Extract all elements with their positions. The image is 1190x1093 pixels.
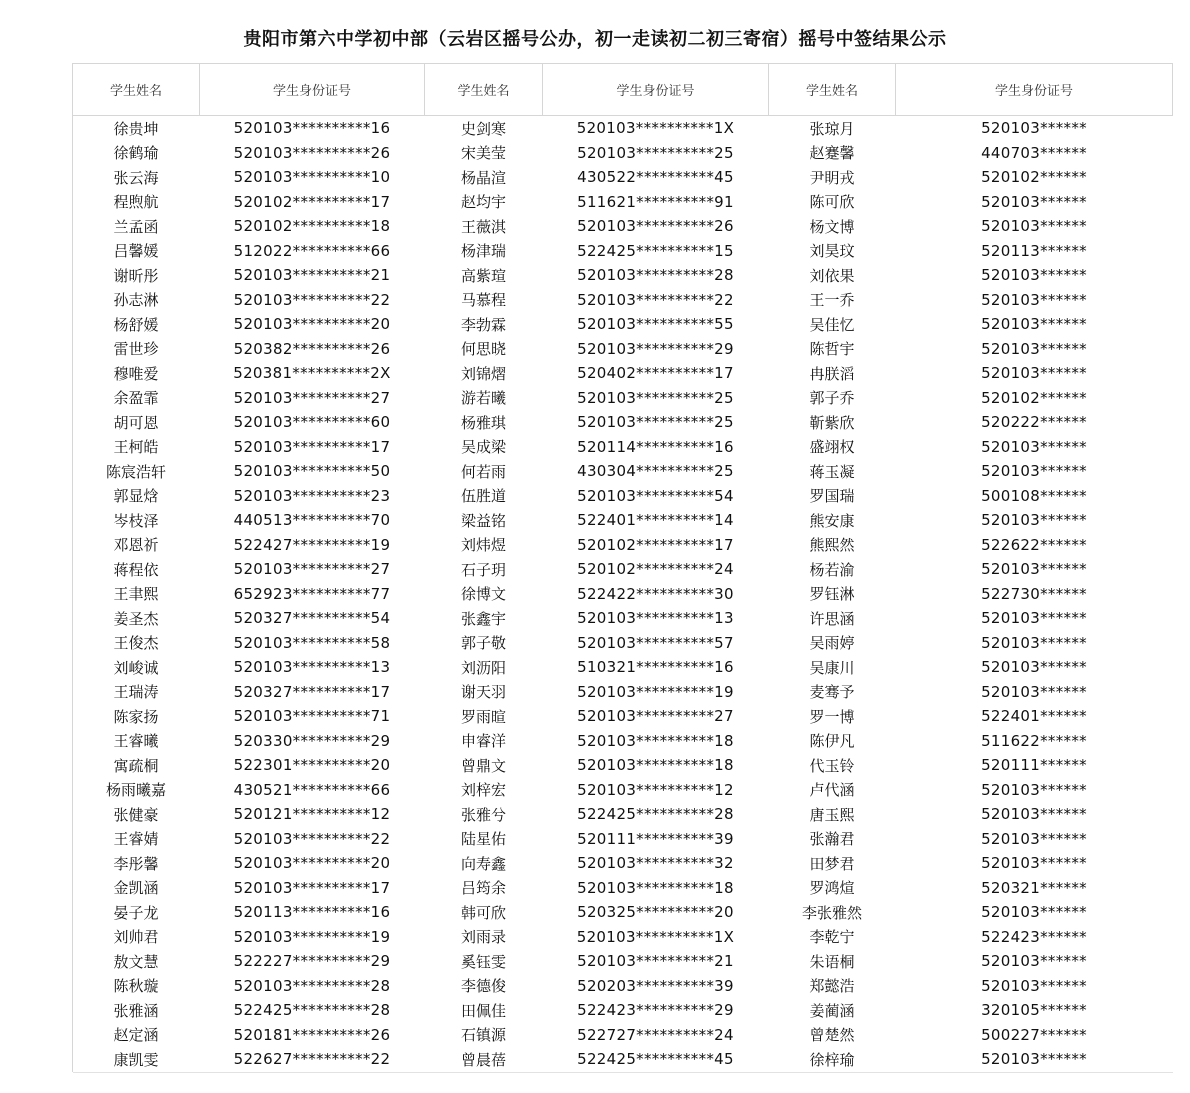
- student-id-cell: 520103**********18: [577, 756, 734, 775]
- student-id-cell: 522425**********45: [543, 1047, 769, 1072]
- student-id-cell: 522622******: [981, 535, 1087, 554]
- student-id-cell: 430522**********45: [577, 168, 734, 187]
- student-id-cell: 520325**********20: [577, 903, 734, 922]
- student-name-cell: 吕馨媛: [113, 242, 159, 261]
- student-name-cell: 张鑫宇: [460, 609, 506, 628]
- student-id-cell: 520381**********2X: [233, 364, 391, 383]
- student-name-cell: 吴康川: [809, 658, 855, 677]
- student-id-cell: 522425**********28: [577, 805, 734, 824]
- table-row: [73, 435, 1173, 460]
- student-name-cell: 赵定涵: [113, 1026, 159, 1045]
- student-name-cell: 马慕程: [460, 291, 506, 310]
- student-id-cell: 520103**********28: [577, 266, 734, 285]
- table-row: [73, 165, 1173, 190]
- student-id-cell: 522425**********28: [233, 1001, 391, 1020]
- student-id-cell: 500108******: [981, 486, 1087, 505]
- student-name-cell: 李张雅然: [801, 903, 862, 922]
- student-name-cell: 唐玉熙: [809, 805, 855, 824]
- student-name-cell: 陈伊凡: [809, 732, 855, 751]
- student-id-cell: 520103**********27: [577, 707, 734, 726]
- student-id-cell: 522427**********19: [233, 535, 391, 554]
- student-id-cell: 520114**********16: [577, 437, 734, 456]
- student-name-cell: 姜蔺涵: [809, 1001, 855, 1020]
- table-row: [73, 337, 1173, 362]
- student-name-cell: 郭显焓: [113, 487, 159, 506]
- student-name-cell: 陆星佑: [460, 830, 506, 849]
- table-row: [73, 459, 1173, 484]
- student-name-cell: 熊安康: [809, 511, 855, 530]
- student-id-cell: 520103**********50: [233, 462, 391, 481]
- student-id-cell: 522425**********15: [577, 241, 734, 260]
- student-id-cell: 520103**********20: [233, 315, 391, 334]
- student-id-cell: 522422**********30: [577, 584, 734, 603]
- student-name-cell: 代玉铃: [809, 756, 855, 775]
- student-name-cell: 罗钰淋: [809, 585, 855, 604]
- student-id-cell: 520103******: [981, 290, 1087, 309]
- student-name-cell: 杨若渝: [809, 560, 855, 579]
- student-name-cell: 蒋程依: [113, 560, 159, 579]
- student-id-cell: 520103******: [981, 511, 1087, 530]
- student-name-cell: 陈家扬: [113, 707, 159, 726]
- student-id-cell: 520103**********17: [233, 437, 391, 456]
- student-name-cell: 吴佳忆: [809, 315, 855, 334]
- student-name-cell: 陈可欣: [809, 193, 855, 212]
- student-id-cell: 520103******: [981, 805, 1087, 824]
- student-name-cell: 杨舒媛: [113, 315, 159, 334]
- student-name-cell: 徐贵坤: [113, 119, 159, 138]
- student-name-cell: 冉朕滔: [809, 364, 855, 383]
- student-name-cell: 郭子乔: [809, 389, 855, 408]
- table-row: [73, 116, 1173, 141]
- table-row: [73, 802, 1173, 827]
- student-id-cell: 520103******: [981, 364, 1087, 383]
- student-id-cell: 520103******: [981, 119, 1087, 138]
- student-id-cell: 522401******: [981, 707, 1087, 726]
- student-id-cell: 520103**********60: [233, 413, 391, 432]
- student-name-cell: 杨晶渲: [460, 168, 506, 187]
- student-name-cell: 姜圣杰: [113, 609, 159, 628]
- student-name-cell: 金凯涵: [113, 879, 159, 898]
- student-name-cell: 郭子敬: [460, 634, 506, 653]
- student-id-cell: 511621**********91: [577, 192, 734, 211]
- table-body: [73, 116, 1173, 1073]
- student-name-cell: 陈秋璇: [113, 977, 159, 996]
- student-id-cell: 430521**********66: [233, 780, 391, 799]
- student-id-cell: 520103**********54: [577, 486, 734, 505]
- student-name-cell: 刘梓宏: [460, 781, 506, 800]
- table-row: [73, 214, 1173, 239]
- table-row: [73, 851, 1173, 876]
- table-row: [73, 876, 1173, 901]
- student-id-cell: 520103**********10: [233, 168, 391, 187]
- student-id-cell: 520103******: [896, 1047, 1173, 1072]
- student-name-cell: 靳紫欣: [809, 413, 855, 432]
- student-name-cell: 吴雨婷: [809, 634, 855, 653]
- student-name-cell: 王柯皓: [113, 438, 159, 457]
- table-row: [73, 704, 1173, 729]
- student-id-cell: 520103**********71: [233, 707, 391, 726]
- student-name-cell: 朱语桐: [809, 952, 855, 971]
- student-id-cell: 520102**********17: [233, 192, 391, 211]
- table-row: [73, 1047, 1173, 1072]
- student-id-cell: 522727**********24: [577, 1025, 734, 1044]
- column-header-name-2: 学生姓名: [425, 64, 543, 116]
- table-row: [73, 900, 1173, 925]
- student-id-cell: 522301**********20: [233, 756, 391, 775]
- table-row: [73, 386, 1173, 411]
- student-id-cell: 440513**********70: [233, 511, 391, 530]
- student-name-cell: 石镇源: [460, 1026, 506, 1045]
- student-id-cell: 520103******: [981, 217, 1087, 236]
- student-id-cell: 522423**********29: [577, 1001, 734, 1020]
- student-name-cell: 邓恩祈: [113, 536, 159, 555]
- table-row: [73, 239, 1173, 264]
- student-id-cell: 520103**********16: [233, 119, 391, 138]
- student-id-cell: 522423******: [981, 927, 1087, 946]
- student-name-cell: 谢天羽: [460, 683, 506, 702]
- student-name-cell: 曾晨蓓: [425, 1047, 543, 1072]
- student-id-cell: 520103******: [981, 315, 1087, 334]
- student-id-cell: 520103**********1X: [576, 119, 735, 138]
- student-id-cell: 512022**********66: [233, 241, 391, 260]
- student-id-cell: 522730******: [981, 584, 1087, 603]
- table-row: [73, 974, 1173, 999]
- student-id-cell: 520103**********25: [577, 388, 734, 407]
- student-name-cell: 徐博文: [460, 585, 506, 604]
- student-name-cell: 陈哲宇: [809, 340, 855, 359]
- student-name-cell: 吴成梁: [460, 438, 506, 457]
- student-name-cell: 田梦君: [809, 854, 855, 873]
- student-name-cell: 宋美莹: [460, 144, 506, 163]
- student-name-cell: 雷世珍: [113, 340, 159, 359]
- student-name-cell: 刘依果: [809, 266, 855, 285]
- student-name-cell: 韩可欣: [460, 903, 506, 922]
- table-row: [73, 606, 1173, 631]
- student-id-cell: 520103**********13: [233, 658, 391, 677]
- student-id-cell: 520103******: [981, 339, 1087, 358]
- student-name-cell: 梁益铭: [460, 511, 506, 530]
- student-name-cell: 王一乔: [809, 291, 855, 310]
- student-name-cell: 赵蹇馨: [809, 144, 855, 163]
- student-name-cell: 晏子龙: [113, 903, 159, 922]
- student-name-cell: 徐鹤瑜: [113, 144, 159, 163]
- student-id-cell: 520103**********17: [233, 878, 391, 897]
- student-name-cell: 张云海: [113, 168, 159, 187]
- student-name-cell: 曾鼎文: [460, 756, 506, 775]
- student-name-cell: 王聿熙: [113, 585, 159, 604]
- student-id-cell: 522627**********22: [200, 1047, 425, 1072]
- student-name-cell: 杨雨曦嘉: [105, 781, 166, 800]
- student-id-cell: 511622******: [981, 731, 1087, 750]
- table-row: [73, 190, 1173, 215]
- student-name-cell: 张健豪: [113, 805, 159, 824]
- student-name-cell: 罗雨暄: [460, 707, 506, 726]
- student-id-cell: 520121**********12: [233, 805, 391, 824]
- student-id-cell: 520103**********26: [233, 143, 391, 162]
- table-row: [73, 557, 1173, 582]
- student-id-cell: 520327**********17: [233, 682, 391, 701]
- table-row: [73, 998, 1173, 1023]
- student-id-cell: 520103******: [981, 682, 1087, 701]
- student-name-cell: 穆唯爱: [113, 364, 159, 383]
- student-id-cell: 520103**********13: [577, 609, 734, 628]
- student-name-cell: 余盈霏: [113, 389, 159, 408]
- student-id-cell: 520103**********18: [577, 731, 734, 750]
- student-name-cell: 史剑寒: [460, 119, 506, 138]
- student-id-cell: 520103******: [981, 560, 1087, 579]
- student-id-cell: 520103******: [981, 780, 1087, 799]
- student-name-cell: 刘炜煜: [460, 536, 506, 555]
- student-id-cell: 520321******: [981, 878, 1087, 897]
- student-name-cell: 麦骞予: [809, 683, 855, 702]
- student-id-cell: 520102******: [981, 388, 1087, 407]
- student-name-cell: 田佩佳: [460, 1001, 506, 1020]
- student-id-cell: 520103******: [981, 976, 1087, 995]
- student-name-cell: 刘雨录: [460, 928, 506, 947]
- table-row: [73, 925, 1173, 950]
- student-name-cell: 高紫瑄: [460, 266, 506, 285]
- student-id-cell: 520102**********18: [233, 217, 391, 236]
- table-row: [73, 263, 1173, 288]
- student-id-cell: 520402**********17: [577, 364, 734, 383]
- student-name-cell: 许思涵: [809, 609, 855, 628]
- results-table: [72, 63, 1173, 1073]
- table-row: [73, 655, 1173, 680]
- student-id-cell: 520103******: [981, 829, 1087, 848]
- table-row: [73, 410, 1173, 435]
- student-id-cell: 520103******: [981, 266, 1087, 285]
- student-id-cell: 520102**********17: [577, 535, 734, 554]
- student-id-cell: 522227**********29: [233, 952, 391, 971]
- student-name-cell: 李勃霖: [460, 315, 506, 334]
- student-id-cell: 520103******: [981, 952, 1087, 971]
- student-id-cell: 520103******: [981, 658, 1087, 677]
- column-header-id-2: 学生身份证号: [543, 64, 769, 116]
- student-id-cell: 520103**********55: [577, 315, 734, 334]
- student-id-cell: 520103******: [981, 854, 1087, 873]
- student-id-cell: 520103**********29: [577, 339, 734, 358]
- student-name-cell: 申睿洋: [460, 732, 506, 751]
- table-row: [73, 949, 1173, 974]
- student-name-cell: 赵均宇: [460, 193, 506, 212]
- table-row: [73, 680, 1173, 705]
- student-id-cell: 520103******: [981, 462, 1087, 481]
- table-row: [73, 312, 1173, 337]
- student-name-cell: 兰孟函: [113, 217, 159, 236]
- student-id-cell: 500227******: [981, 1025, 1087, 1044]
- student-id-cell: 520330**********29: [233, 731, 391, 750]
- student-id-cell: 520203**********39: [577, 976, 734, 995]
- student-id-cell: 510321**********16: [577, 658, 734, 677]
- student-name-cell: 吕筠余: [460, 879, 506, 898]
- table-row: [73, 631, 1173, 656]
- student-name-cell: 奚钰雯: [460, 952, 506, 971]
- student-name-cell: 罗一博: [809, 707, 855, 726]
- student-name-cell: 寓疏桐: [113, 756, 159, 775]
- student-id-cell: 520103******: [981, 437, 1087, 456]
- student-name-cell: 谢昕彤: [113, 266, 159, 285]
- column-header-id-3: 学生身份证号: [896, 64, 1173, 116]
- table-row: [73, 288, 1173, 313]
- student-id-cell: 520103**********12: [577, 780, 734, 799]
- student-id-cell: 520111******: [981, 756, 1087, 775]
- student-name-cell: 徐梓瑜: [769, 1047, 896, 1072]
- student-id-cell: 522401**********14: [577, 511, 734, 530]
- student-name-cell: 王瑞涛: [113, 683, 159, 702]
- student-id-cell: 520113**********16: [233, 903, 391, 922]
- student-id-cell: 520103**********27: [233, 388, 391, 407]
- student-id-cell: 520103******: [981, 192, 1087, 211]
- student-id-cell: 430304**********25: [577, 462, 734, 481]
- student-name-cell: 杨雅琪: [460, 413, 506, 432]
- table-row: [73, 361, 1173, 386]
- table-row: [73, 484, 1173, 509]
- student-id-cell: 520103**********21: [233, 266, 391, 285]
- student-id-cell: 520113******: [981, 241, 1087, 260]
- student-name-cell: 尹眀戎: [809, 168, 855, 187]
- student-name-cell: 张雅兮: [460, 805, 506, 824]
- table-left-border: [72, 63, 73, 1072]
- student-id-cell: 520382**********26: [233, 339, 391, 358]
- student-name-cell: 罗国瑞: [809, 487, 855, 506]
- student-name-cell: 程煦航: [113, 193, 159, 212]
- student-name-cell: 胡可恩: [113, 413, 159, 432]
- student-name-cell: 李德俊: [460, 977, 506, 996]
- student-id-cell: 520103**********26: [577, 217, 734, 236]
- student-id-cell: 520103**********22: [233, 829, 391, 848]
- student-name-cell: 曾楚然: [809, 1026, 855, 1045]
- student-id-cell: 652923**********77: [233, 584, 391, 603]
- column-header-name-3: 学生姓名: [769, 64, 896, 116]
- student-name-cell: 游若曦: [460, 389, 506, 408]
- table-row: [73, 729, 1173, 754]
- student-name-cell: 何若雨: [460, 462, 506, 481]
- student-id-cell: 520103**********22: [233, 290, 391, 309]
- student-name-cell: 盛翊权: [809, 438, 855, 457]
- student-id-cell: 520103**********28: [233, 976, 391, 995]
- table-row: [73, 508, 1173, 533]
- student-name-cell: 何思晓: [460, 340, 506, 359]
- student-id-cell: 520103**********18: [577, 878, 734, 897]
- student-name-cell: 郑懿浩: [809, 977, 855, 996]
- student-name-cell: 李乾宁: [809, 928, 855, 947]
- student-name-cell: 卢代涵: [809, 781, 855, 800]
- student-id-cell: 520103******: [981, 903, 1087, 922]
- student-id-cell: 520103**********27: [233, 560, 391, 579]
- results-table-viewport[interactable]: [72, 63, 1087, 1075]
- student-id-cell: 520102**********24: [577, 560, 734, 579]
- student-name-cell: 康凯雯: [73, 1047, 200, 1072]
- student-id-cell: 520102******: [981, 168, 1087, 187]
- student-id-cell: 520103**********19: [577, 682, 734, 701]
- student-id-cell: 520103**********25: [577, 143, 734, 162]
- table-row: [73, 1023, 1173, 1048]
- student-name-cell: 刘帅君: [113, 928, 159, 947]
- table-header-row: [73, 64, 1173, 116]
- student-id-cell: 520103**********58: [233, 633, 391, 652]
- table-row: [73, 778, 1173, 803]
- student-id-cell: 520103******: [981, 609, 1087, 628]
- student-name-cell: 刘沥阳: [460, 658, 506, 677]
- student-id-cell: 520103**********32: [577, 854, 734, 873]
- student-name-cell: 王睿婧: [113, 830, 159, 849]
- student-name-cell: 陈宸浩轩: [105, 462, 166, 481]
- student-name-cell: 刘峻诚: [113, 658, 159, 677]
- student-id-cell: 320105******: [981, 1001, 1087, 1020]
- student-id-cell: 520327**********54: [233, 609, 391, 628]
- column-header-name-1: 学生姓名: [73, 64, 200, 116]
- student-name-cell: 孙志淋: [113, 291, 159, 310]
- student-name-cell: 王睿曦: [113, 732, 159, 751]
- student-name-cell: 刘昊玟: [809, 242, 855, 261]
- student-name-cell: 蒋玉凝: [809, 462, 855, 481]
- student-name-cell: 王俊杰: [113, 634, 159, 653]
- student-name-cell: 罗鸿煊: [809, 879, 855, 898]
- student-name-cell: 岑枝泽: [113, 511, 159, 530]
- student-name-cell: 李彤馨: [113, 854, 159, 873]
- student-id-cell: 520103**********1X: [576, 927, 735, 946]
- student-name-cell: 向寿鑫: [460, 854, 506, 873]
- student-id-cell: 520103**********21: [577, 952, 734, 971]
- student-id-cell: 520111**********39: [577, 829, 734, 848]
- student-id-cell: 520103**********22: [577, 290, 734, 309]
- student-id-cell: 440703******: [981, 143, 1087, 162]
- table-row: [73, 753, 1173, 778]
- student-id-cell: 520103**********23: [233, 486, 391, 505]
- page-title: 贵阳市第六中学初中部（云岩区摇号公办，初一走读初二初三寄宿）摇号中签结果公示: [243, 29, 947, 50]
- student-id-cell: 520181**********26: [233, 1025, 391, 1044]
- column-header-id-1: 学生身份证号: [200, 64, 425, 116]
- student-id-cell: 520103**********19: [233, 927, 391, 946]
- student-name-cell: 张瀚君: [809, 830, 855, 849]
- student-name-cell: 石子玥: [460, 560, 506, 579]
- table-row: [73, 533, 1173, 558]
- student-name-cell: 张雅涵: [113, 1001, 159, 1020]
- table-row: [73, 141, 1173, 166]
- student-id-cell: 520103**********25: [577, 413, 734, 432]
- student-name-cell: 伍胜道: [460, 487, 506, 506]
- table-row: [73, 582, 1173, 607]
- student-name-cell: 熊熙然: [809, 536, 855, 555]
- student-id-cell: 520103**********57: [577, 633, 734, 652]
- student-name-cell: 杨文博: [809, 217, 855, 236]
- student-id-cell: 520103******: [981, 633, 1087, 652]
- student-name-cell: 张琼月: [809, 119, 855, 138]
- student-name-cell: 刘锦熠: [460, 364, 506, 383]
- student-name-cell: 敖文慧: [113, 952, 159, 971]
- student-id-cell: 520103**********20: [233, 854, 391, 873]
- student-name-cell: 杨津瑞: [460, 242, 506, 261]
- student-name-cell: 王薇淇: [460, 217, 506, 236]
- table-row: [73, 827, 1173, 852]
- student-id-cell: 520222******: [981, 413, 1087, 432]
